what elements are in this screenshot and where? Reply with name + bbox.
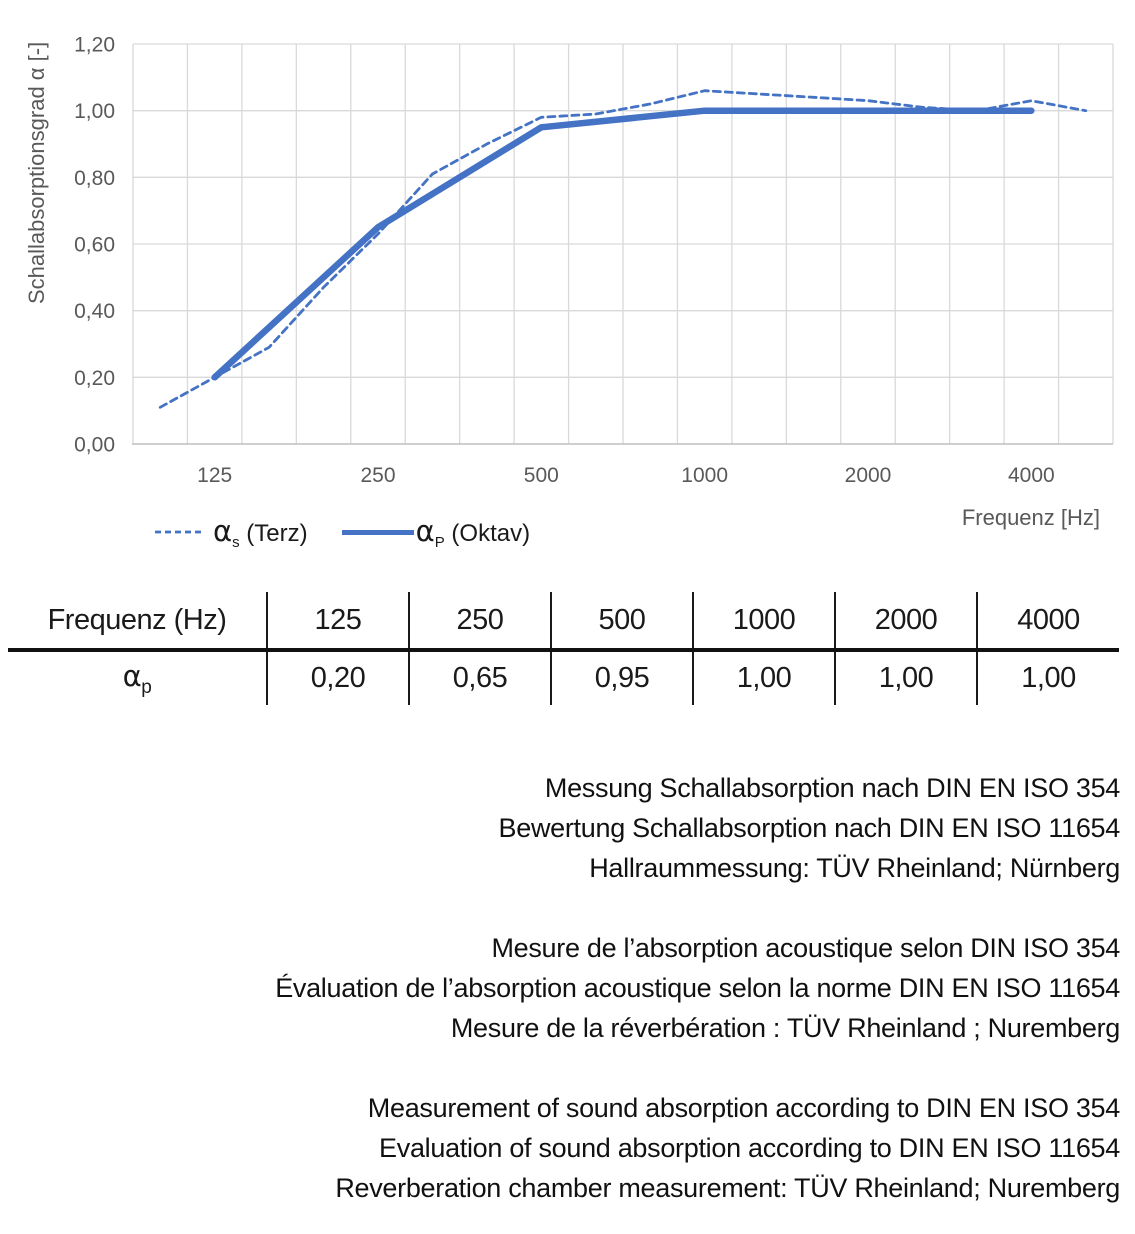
svg-text:1000: 1000 bbox=[681, 464, 729, 487]
table-header-500: 500 bbox=[551, 592, 693, 650]
legend-item-alpha-s bbox=[155, 514, 308, 551]
note-french bbox=[275, 928, 1120, 1048]
table-header-1000: 1000 bbox=[693, 592, 835, 650]
svg-text:500: 500 bbox=[523, 464, 559, 487]
alpha-p-value-500: 0,95 bbox=[551, 650, 693, 705]
alpha-p-value-1000: 1,00 bbox=[693, 650, 835, 705]
note-line: Messung Schallabsorption nach DIN EN ISO 354 bbox=[544, 773, 1120, 803]
table-header-2000: 2000 bbox=[835, 592, 977, 650]
note-german bbox=[499, 768, 1120, 888]
absorption-chart bbox=[0, 0, 1135, 570]
alpha-p-value-125: 0,20 bbox=[267, 650, 409, 705]
alpha-p-value-4000: 1,00 bbox=[977, 650, 1119, 705]
absorption-chart-canvas bbox=[0, 0, 1135, 500]
gridlines bbox=[133, 44, 1113, 444]
table-header-125: 125 bbox=[267, 592, 409, 650]
alpha-subscript: P bbox=[434, 533, 445, 551]
alpha-symbol: α bbox=[122, 658, 142, 693]
svg-text:125: 125 bbox=[197, 464, 233, 487]
solid-line-sample bbox=[342, 530, 414, 535]
table-header-4000: 4000 bbox=[977, 592, 1119, 650]
alpha-subscript: p bbox=[141, 676, 152, 698]
alpha-p-row-label bbox=[8, 650, 267, 705]
y-axis-title: Schallabsorptionsgrad α [-] bbox=[24, 41, 49, 305]
svg-text:0,20: 0,20 bbox=[74, 366, 115, 390]
note-line: Hallraummessung: TÜV Rheinland; Nürnberg bbox=[589, 853, 1120, 883]
note-line: Mesure de l’absorption acoustique selon DIN ISO 354 bbox=[491, 933, 1120, 963]
alpha-symbol: α bbox=[415, 514, 435, 548]
x-axis-title: Frequenz [Hz] bbox=[961, 505, 1100, 530]
svg-text:0,60: 0,60 bbox=[74, 233, 115, 257]
table-value-row bbox=[8, 650, 1119, 705]
note-line: Évaluation de l’absorption acoustique selon la norme DIN EN ISO 11654 bbox=[275, 973, 1120, 1003]
legend-series-name: (Terz) bbox=[239, 520, 308, 547]
legend-item-alpha-p bbox=[342, 514, 530, 551]
svg-text:0,40: 0,40 bbox=[74, 300, 115, 324]
legend-series-name: (Oktav) bbox=[444, 520, 531, 547]
alpha-symbol: α bbox=[213, 514, 233, 548]
alpha-p-value-2000: 1,00 bbox=[835, 650, 977, 705]
note-line: Bewertung Schallabsorption nach DIN EN ISO 11654 bbox=[498, 813, 1120, 843]
legend-label-alpha-p bbox=[416, 514, 530, 551]
note-english bbox=[335, 1088, 1120, 1208]
alpha-p-table bbox=[8, 592, 1119, 705]
svg-text:4000: 4000 bbox=[1007, 464, 1055, 487]
y-tick-labels bbox=[74, 34, 115, 457]
svg-text:1,20: 1,20 bbox=[74, 33, 115, 57]
svg-text:250: 250 bbox=[360, 464, 396, 487]
dashed-line-sample bbox=[155, 529, 204, 535]
table-header-frequency: Frequenz (Hz) bbox=[8, 592, 267, 650]
note-line: Mesure de la réverbération : TÜV Rheinland ; Nuremberg bbox=[450, 1013, 1120, 1043]
svg-text:2000: 2000 bbox=[844, 464, 892, 487]
note-line: Measurement of sound absorption according to DIN EN ISO 354 bbox=[367, 1093, 1120, 1123]
table-header-row bbox=[8, 592, 1119, 650]
legend-label-alpha-s bbox=[213, 514, 308, 551]
chart-legend bbox=[155, 514, 530, 551]
table-header-250: 250 bbox=[409, 592, 551, 650]
svg-text:0,00: 0,00 bbox=[74, 433, 115, 457]
x-tick-labels bbox=[197, 464, 1055, 487]
alpha-subscript: s bbox=[232, 533, 240, 551]
svg-text:1,00: 1,00 bbox=[74, 100, 115, 124]
note-line: Reverberation chamber measurement: TÜV Rheinland; Nuremberg bbox=[335, 1173, 1120, 1203]
alpha-p-value-250: 0,65 bbox=[409, 650, 551, 705]
svg-text:0,80: 0,80 bbox=[74, 166, 115, 190]
note-line: Evaluation of sound absorption according to DIN EN ISO 11654 bbox=[379, 1133, 1120, 1163]
